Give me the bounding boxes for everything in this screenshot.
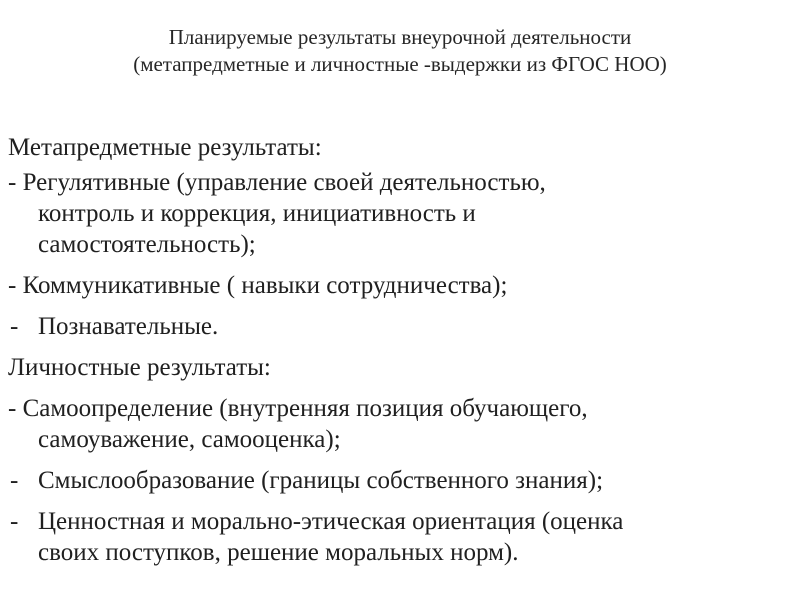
list-item-meaning-formation [8,465,788,496]
list-item-regulatory [8,167,788,260]
list-item-line: - Регулятивные (управление своей деятельностью, [8,169,546,196]
slide-body [8,132,788,568]
list-item-cognitive [8,311,788,342]
slide-title [20,24,780,78]
list-item-moral-orientation [8,506,788,568]
dash-marker: - [10,313,19,340]
list-item-line: - Самоопределение (внутренняя позиция обучающего, [8,395,588,422]
title-line-2: (метапредметные и личностные -выдержки из ФГОС НОО) [133,52,667,76]
list-item-line: Ценностная и морально-этическая ориентация (оценка [38,508,624,535]
list-item-line: самоуважение, самооценка); [38,426,341,453]
title-line-1: Планируемые результаты внеурочной деятельности [168,25,632,49]
dash-marker: - [10,467,19,494]
list-item-line: контроль и коррекция, инициативность и [38,200,476,227]
list-item-line: - Коммуникативные ( навыки сотрудничества); [8,272,508,299]
list-item-line: самостоятельность); [38,231,256,258]
list-item-communicative [8,270,788,301]
personal-results-heading: Личностные результаты: [8,354,271,381]
list-item-line: Смыслообразование (границы собственного знания); [38,467,604,494]
dash-marker: - [10,508,19,535]
list-item-line: Познавательные. [38,313,219,340]
meta-results-heading: Метапредметные результаты: [8,134,322,161]
list-item-self-determination [8,393,788,455]
list-item-line: своих поступков, решение моральных норм). [38,539,519,566]
